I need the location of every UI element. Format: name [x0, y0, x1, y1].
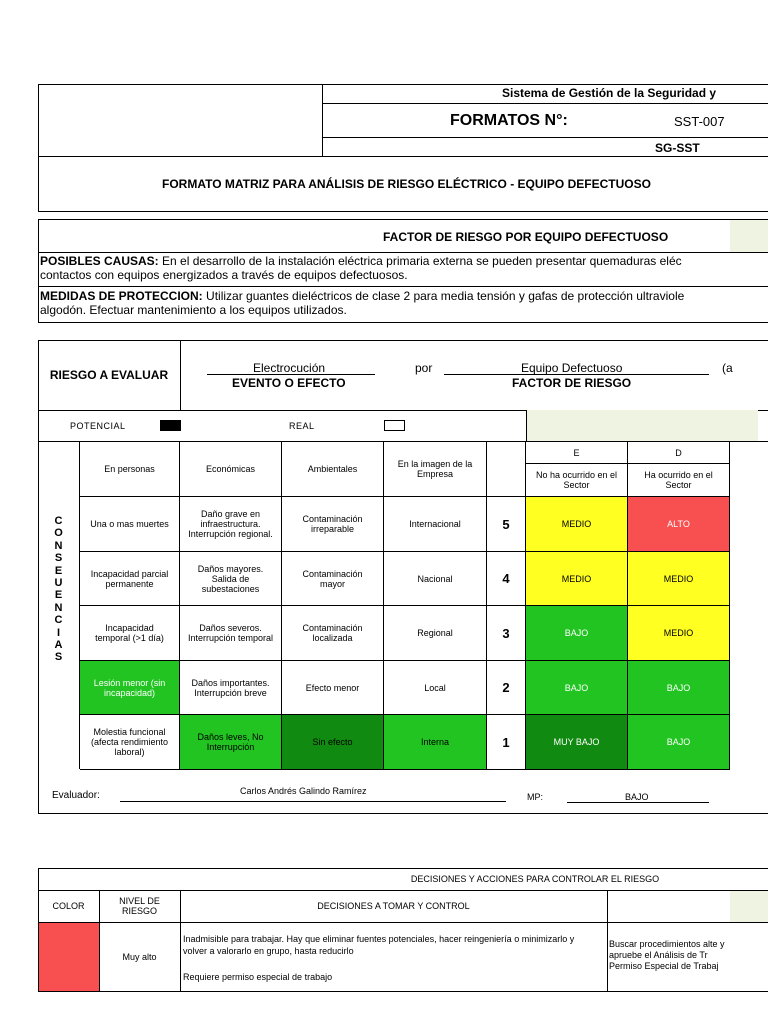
cell-economicas-5: Daño grave en infraestructura. Interrupción regional.	[180, 497, 282, 552]
consecuencias-letter: E	[54, 589, 63, 602]
cell-level-3: 3	[487, 606, 526, 661]
cell-level-1: 1	[487, 715, 526, 770]
consecuencias-letter: S	[54, 651, 63, 664]
cell-d-4: MEDIO	[628, 552, 730, 606]
header-logo-divider	[322, 84, 323, 157]
header-personas: En personas	[80, 442, 180, 497]
consecuencias-letter: U	[54, 577, 63, 590]
cell-e-5: MEDIO	[526, 497, 628, 552]
cell-ambientales-3: Contaminación localizada	[282, 606, 384, 661]
real-checkbox[interactable]	[384, 420, 405, 431]
col-e-label: No ha ocurrido en el Sector	[526, 464, 628, 497]
cell-d-2: BAJO	[628, 661, 730, 715]
measures-line-2: algodón. Efectuar mantenimiento a los equipos utilizados.	[40, 303, 347, 317]
cell-imagen-4: Nacional	[384, 552, 487, 606]
consecuencias-letter: N	[54, 539, 63, 552]
cell-e-4: MEDIO	[526, 552, 628, 606]
decisions-header-shade	[730, 891, 768, 922]
causes-line-1: En el desarrollo de la instalación eléctrica primaria externa se pueden presentar quemaduras eléc	[158, 254, 682, 268]
cell-e-1: MUY BAJO	[526, 715, 628, 770]
causes-label: POSIBLES CAUSAS:	[40, 254, 159, 268]
color-swatch-red	[39, 923, 99, 991]
header-row-line-2	[322, 137, 768, 138]
event-underline	[207, 374, 375, 375]
risk-label-divider	[180, 340, 181, 410]
cell-personas-5: Una o mas muertes	[80, 497, 180, 552]
cell-economicas-4: Daños mayores. Salida de subestaciones	[180, 552, 282, 606]
cell-level-4: 4	[487, 552, 526, 606]
cell-imagen-3: Regional	[384, 606, 487, 661]
header-economicas: Económicas	[180, 442, 282, 497]
cell-ambientales-2: Efecto menor	[282, 661, 384, 715]
consecuencias-letter: C	[54, 515, 63, 527]
measures-text	[40, 289, 730, 317]
factor-underline	[444, 374, 709, 375]
mp-label: MP:	[527, 792, 544, 802]
cell-personas-3: Incapacidad temporal (>1 día)	[80, 606, 180, 661]
system-title: Sistema de Gestión de la Seguridad y	[502, 86, 717, 100]
factor-caption: FACTOR DE RIESGO	[512, 376, 632, 390]
potential-checkbox[interactable]	[160, 420, 181, 431]
cell-personas-1: Molestia funcional (afecta rendimiento laboral)	[80, 715, 180, 770]
header-ambientales: Ambientales	[282, 442, 384, 497]
measures-label: MEDIDAS DE PROTECCION:	[40, 289, 203, 303]
row-decision-text: Inadmisible para trabajar. Hay que eliminar fuentes potenciales, hacer reingeniería o minimizarlo y volver a valorarlo en grupo, hasta reducirlo	[183, 934, 575, 956]
col-e-letter: E	[526, 442, 628, 464]
consecuencias-letter: A	[54, 639, 63, 652]
col-decisions-header: DECISIONES A TOMAR Y CONTROL	[317, 901, 470, 911]
event-value: Electrocución	[253, 361, 326, 375]
header-row-line-1	[322, 103, 768, 104]
cell-ambientales-5: Contaminación irreparable	[282, 497, 384, 552]
cell-imagen-1: Interna	[384, 715, 487, 770]
mp-value: BAJO	[625, 792, 649, 802]
causes-line-2: contactos con equipos energizados a través de equipos defectuosos.	[40, 268, 408, 282]
col-color-header: COLOR	[52, 901, 85, 911]
cell-personas-2: Lesión menor (sin incapacidad)	[80, 661, 180, 715]
row-level-muy-alto: Muy alto	[122, 952, 157, 962]
sg-sst-label: SG-SST	[655, 141, 700, 155]
cell-economicas-1: Daños leves, No Interrupción	[180, 715, 282, 770]
evaluator-name: Carlos Andrés Galindo Ramírez	[240, 786, 367, 796]
consecuencias-letter: S	[54, 552, 63, 565]
causes-text	[40, 254, 730, 282]
consecuencias-label	[38, 515, 79, 664]
factor-title-line	[38, 252, 768, 253]
cell-imagen-5: Internacional	[384, 497, 487, 552]
por-text: por	[415, 361, 433, 375]
factor-value: Equipo Defectuoso	[521, 361, 623, 375]
cell-level-2: 2	[487, 661, 526, 715]
factor-title-shade	[730, 220, 768, 252]
trailing-paren: (a	[722, 361, 733, 375]
row-decision-permit: Requiere permiso especial de trabajo	[183, 972, 333, 982]
factor-causes-line	[38, 286, 768, 287]
cell-e-2: BAJO	[526, 661, 628, 715]
consecuencias-letter: I	[56, 626, 61, 639]
cell-d-3: MEDIO	[628, 606, 730, 661]
cell-economicas-3: Daños severos. Interrupción temporal	[180, 606, 282, 661]
consecuencias-letter: O	[54, 527, 63, 540]
decisions-title: DECISIONES Y ACCIONES PARA CONTROLAR EL RIESGO	[410, 874, 660, 884]
cell-imagen-2: Local	[384, 661, 487, 715]
col-d-letter: D	[628, 442, 730, 464]
evaluator-underline	[120, 801, 506, 802]
formats-label: FORMATOS N°:	[450, 112, 568, 129]
matrix-header-shade	[526, 410, 758, 441]
consecuencias-letter: N	[54, 601, 63, 614]
cell-d-5: ALTO	[628, 497, 730, 552]
header-row-line-3	[38, 156, 768, 157]
evaluator-label: Evaluador:	[52, 790, 100, 801]
consecuencias-letter: E	[54, 564, 63, 577]
cell-personas-4: Incapacidad parcial permanente	[80, 552, 180, 606]
cell-ambientales-1: Sin efecto	[282, 715, 384, 770]
consecuencias-letter: C	[54, 614, 63, 627]
row-extra-text: Buscar procedimientos alte y apruebe el Análisis de Tr Permiso Especial de Trabaj	[609, 939, 725, 971]
risk-label: RIESGO A EVALUAR	[49, 368, 169, 382]
factor-title: FACTOR DE RIESGO POR EQUIPO DEFECTUOSO	[383, 230, 669, 244]
cell-ambientales-4: Contaminación mayor	[282, 552, 384, 606]
potential-label: POTENCIAL	[70, 421, 126, 431]
document-title: FORMATO MATRIZ PARA ANÁLISIS DE RIESGO ELÉCTRICO - EQUIPO DEFECTUOSO	[162, 177, 651, 191]
header-level-blank	[487, 442, 526, 497]
format-code: SST-007	[674, 114, 725, 129]
cell-economicas-2: Daños importantes. Interrupción breve	[180, 661, 282, 715]
mp-underline	[567, 802, 709, 803]
cell-level-5: 5	[487, 497, 526, 552]
header-imagen: En la imagen de la Empresa	[384, 442, 487, 497]
measures-line-1: Utilizar guantes dieléctricos de clase 2 para media tensión y gafas de protección ultraviole	[202, 289, 685, 303]
cell-d-1: BAJO	[628, 715, 730, 770]
col-level-header: NIVEL DE RIESGO	[119, 896, 160, 916]
col-d-label: Ha ocurrido en el Sector	[628, 464, 730, 497]
decisions-col-line-3	[607, 890, 608, 992]
cell-e-3: BAJO	[526, 606, 628, 661]
event-caption: EVENTO O EFECTO	[232, 376, 346, 390]
real-label: REAL	[289, 421, 315, 431]
